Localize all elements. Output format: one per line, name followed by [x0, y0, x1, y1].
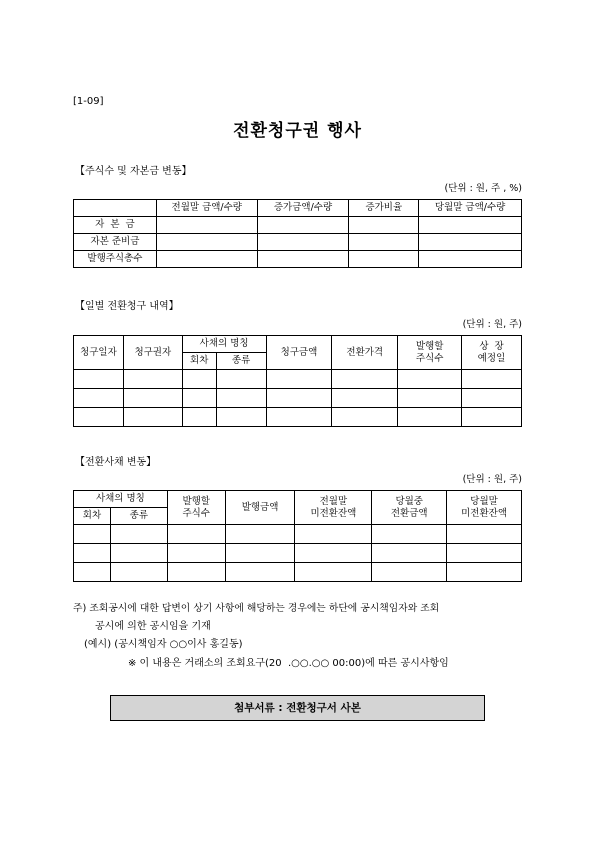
table-cell [123, 370, 182, 389]
header-claim-amount: 청구금액 [266, 336, 332, 370]
note-inquiry: ※ 이 내용은 거래소의 조회요구(20 .○○.○○ 00:00)에 따른 공시사항임 [128, 658, 449, 669]
table-cell [74, 389, 124, 408]
table-cell [182, 389, 216, 408]
row-label-total-shares: 발행주식총수 [74, 251, 157, 268]
header-cell: 당월말 금액/수량 [419, 200, 522, 217]
capital-change-table [73, 199, 522, 268]
header-cell: 전월말 금액/수량 [156, 200, 257, 217]
table-cell [295, 544, 372, 563]
table-cell [257, 234, 349, 251]
header-issue-amount: 발행금액 [225, 491, 295, 525]
header-line: 발행할 [182, 495, 210, 507]
table-cell [74, 544, 111, 563]
table-cell [167, 563, 225, 582]
header-shares-to-issue [398, 336, 462, 370]
header-converted-amount [372, 491, 447, 525]
table-cell [257, 217, 349, 234]
header-cell: 증가비율 [349, 200, 419, 217]
table-cell [447, 544, 522, 563]
header-type: 종류 [216, 353, 266, 370]
daily-conversion-table [73, 335, 522, 427]
table-cell [398, 408, 462, 427]
table-cell [182, 408, 216, 427]
table-cell [257, 251, 349, 268]
header-line: 전월말 [319, 495, 348, 507]
note-example: (예시) (공시책임자 ○○이사 홍길동) [84, 639, 243, 650]
table-cell [266, 389, 332, 408]
form-code: [1-09] [73, 96, 104, 107]
table-cell [349, 251, 419, 268]
header-line: 당월말 [470, 495, 498, 507]
header-line: 주식수 [182, 507, 210, 519]
table-cell [156, 217, 257, 234]
table-cell [372, 563, 447, 582]
header-line: 전환금액 [390, 507, 428, 519]
table-cell [419, 217, 522, 234]
section-heading-capital: 【주식수 및 자본금 변동】 [75, 166, 192, 177]
header-shares-to-issue [167, 491, 225, 525]
table-cell [123, 408, 182, 427]
header-bond-name: 사채의 명칭 [74, 491, 168, 508]
unit-label-bond-change: (단위 : 원, 주) [462, 474, 522, 485]
table-cell [156, 251, 257, 268]
bond-change-table [73, 490, 522, 582]
table-cell [266, 370, 332, 389]
header-line: 예정일 [477, 352, 506, 364]
table-cell [349, 217, 419, 234]
table-cell [398, 389, 462, 408]
table-cell [372, 525, 447, 544]
table-cell [216, 408, 266, 427]
section-heading-bond-change: 【전환사채 변동】 [75, 457, 157, 468]
table-cell [110, 544, 167, 563]
table-cell [295, 563, 372, 582]
table-cell [332, 389, 398, 408]
table-cell [332, 370, 398, 389]
table-cell [225, 544, 295, 563]
header-claimant: 청구권자 [123, 336, 182, 370]
row-label-capital: 자 본 금 [74, 217, 157, 234]
header-bond-name: 사채의 명칭 [182, 336, 266, 353]
header-line: 주식수 [415, 352, 444, 364]
header-line: 미전환잔액 [310, 507, 357, 519]
table-cell [74, 563, 111, 582]
header-cell [74, 200, 157, 217]
note-line-1: 주) 조회공시에 대한 답변이 상기 사항에 해당하는 경우에는 하단에 공시책임자와 조회 [73, 603, 440, 614]
table-cell [225, 563, 295, 582]
document-title: 전환청구권 행사 [233, 121, 362, 141]
unit-label-capital: (단위 : 원, 주 , %) [444, 183, 522, 194]
header-line: 당월중 [395, 495, 423, 507]
table-cell [216, 389, 266, 408]
table-cell [462, 408, 522, 427]
table-cell [462, 389, 522, 408]
table-cell [182, 370, 216, 389]
header-type: 종류 [110, 508, 167, 525]
table-cell [225, 525, 295, 544]
table-cell [110, 525, 167, 544]
header-prev-unconverted [295, 491, 372, 525]
header-conversion-price: 전환가격 [332, 336, 398, 370]
header-line: 미전환잔액 [461, 507, 507, 519]
unit-label-daily: (단위 : 원, 주) [462, 319, 522, 330]
header-line: 발행할 [415, 340, 444, 352]
header-listing-date [462, 336, 522, 370]
table-cell [123, 389, 182, 408]
table-cell [295, 525, 372, 544]
table-cell [447, 563, 522, 582]
table-cell [156, 234, 257, 251]
table-cell [372, 544, 447, 563]
table-cell [74, 525, 111, 544]
table-cell [167, 525, 225, 544]
header-line: 상 장 [479, 340, 504, 352]
table-cell [462, 370, 522, 389]
table-cell [74, 408, 124, 427]
table-cell [419, 251, 522, 268]
header-round: 회차 [182, 353, 216, 370]
note-line-2: 공시에 의한 공시임을 기재 [95, 621, 211, 632]
table-cell [266, 408, 332, 427]
table-cell [349, 234, 419, 251]
table-cell [447, 525, 522, 544]
header-cell: 증가금액/수량 [257, 200, 349, 217]
header-curr-unconverted [447, 491, 522, 525]
header-round: 회차 [74, 508, 111, 525]
table-cell [419, 234, 522, 251]
section-heading-daily: 【일별 전환청구 내역】 [75, 301, 179, 312]
attachment-box: 첨부서류 : 전환청구서 사본 [110, 695, 485, 721]
table-cell [74, 370, 124, 389]
table-cell [167, 544, 225, 563]
table-cell [216, 370, 266, 389]
table-cell [332, 408, 398, 427]
header-date: 청구일자 [74, 336, 124, 370]
table-cell [398, 370, 462, 389]
row-label-reserve: 자본 준비금 [74, 234, 157, 251]
table-cell [110, 563, 167, 582]
